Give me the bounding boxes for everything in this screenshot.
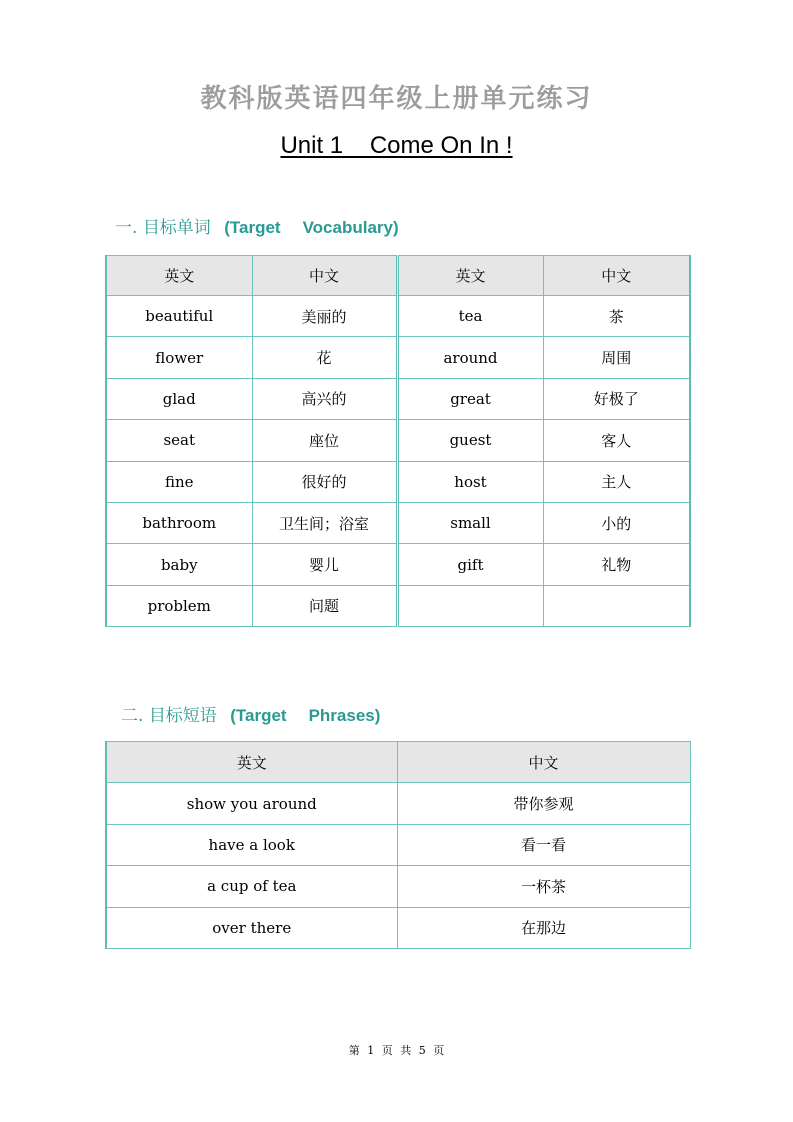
english-word-cell: tea [397, 296, 543, 337]
chinese-meaning-cell: 看一看 [397, 824, 690, 865]
section-heading-phrases [121, 701, 380, 726]
document-title: 教科版英语四年级上册单元练习 [200, 84, 593, 114]
section-number: 二. [121, 706, 144, 726]
chinese-meaning-cell: 在那边 [397, 907, 690, 948]
table-row [106, 866, 690, 907]
table-row [106, 296, 690, 337]
unit-title: Unit 1 Come On In ! [280, 132, 513, 159]
section-title-cn: 目标单词 [142, 218, 211, 238]
english-word-cell: around [397, 337, 543, 378]
page-footer: 第 1 页 共 5 页 [348, 1044, 445, 1057]
english-phrase-cell: show you around [106, 783, 397, 824]
vocabulary-table [105, 255, 691, 627]
table-header-row [106, 742, 690, 783]
chinese-meaning-cell: 茶 [543, 296, 690, 337]
chinese-meaning-cell: 问题 [252, 585, 397, 626]
english-word-cell [397, 585, 543, 626]
chinese-meaning-cell: 座位 [252, 420, 397, 461]
section-title-en: (Target Phrases) [230, 706, 381, 725]
column-header: 英文 [106, 256, 252, 296]
column-header: 中文 [252, 256, 397, 296]
english-word-cell: glad [106, 378, 252, 419]
section-title-en: (Target Vocabulary) [224, 218, 399, 237]
english-word-cell: flower [106, 337, 252, 378]
column-header: 中文 [397, 742, 690, 783]
chinese-meaning-cell: 花 [252, 337, 397, 378]
chinese-meaning-cell: 带你参观 [397, 783, 690, 824]
english-word-cell: seat [106, 420, 252, 461]
english-word-cell: fine [106, 461, 252, 502]
chinese-meaning-cell: 礼物 [543, 544, 690, 585]
table-row [106, 544, 690, 585]
chinese-meaning-cell: 小的 [543, 502, 690, 543]
table-row [106, 461, 690, 502]
column-header: 英文 [106, 742, 397, 783]
table-header-row [106, 256, 690, 296]
english-word-cell: guest [397, 420, 543, 461]
english-word-cell: great [397, 378, 543, 419]
table-row [106, 502, 690, 543]
english-word-cell: small [397, 502, 543, 543]
chinese-meaning-cell: 客人 [543, 420, 690, 461]
column-header: 中文 [543, 256, 690, 296]
chinese-meaning-cell: 很好的 [252, 461, 397, 502]
column-header: 英文 [397, 256, 543, 296]
english-word-cell: bathroom [106, 502, 252, 543]
chinese-meaning-cell: 好极了 [543, 378, 690, 419]
section-title-cn: 目标短语 [148, 706, 217, 726]
english-word-cell: beautiful [106, 296, 252, 337]
section-heading-vocabulary [115, 213, 399, 238]
english-word-cell: baby [106, 544, 252, 585]
chinese-meaning-cell: 卫生间；浴室 [252, 502, 397, 543]
chinese-meaning-cell: 婴儿 [252, 544, 397, 585]
table-row [106, 907, 690, 948]
table-row [106, 378, 690, 419]
english-phrase-cell: a cup of tea [106, 866, 397, 907]
chinese-meaning-cell: 主人 [543, 461, 690, 502]
english-phrase-cell: over there [106, 907, 397, 948]
table-row [106, 337, 690, 378]
table-row [106, 783, 690, 824]
table-row [106, 420, 690, 461]
chinese-meaning-cell: 美丽的 [252, 296, 397, 337]
english-word-cell: problem [106, 585, 252, 626]
phrases-table [105, 741, 691, 949]
chinese-meaning-cell: 高兴的 [252, 378, 397, 419]
section-number: 一. [115, 218, 138, 238]
table-row [106, 585, 690, 626]
english-word-cell: gift [397, 544, 543, 585]
chinese-meaning-cell: 一杯茶 [397, 866, 690, 907]
table-row [106, 824, 690, 865]
chinese-meaning-cell [543, 585, 690, 626]
chinese-meaning-cell: 周围 [543, 337, 690, 378]
english-phrase-cell: have a look [106, 824, 397, 865]
english-word-cell: host [397, 461, 543, 502]
